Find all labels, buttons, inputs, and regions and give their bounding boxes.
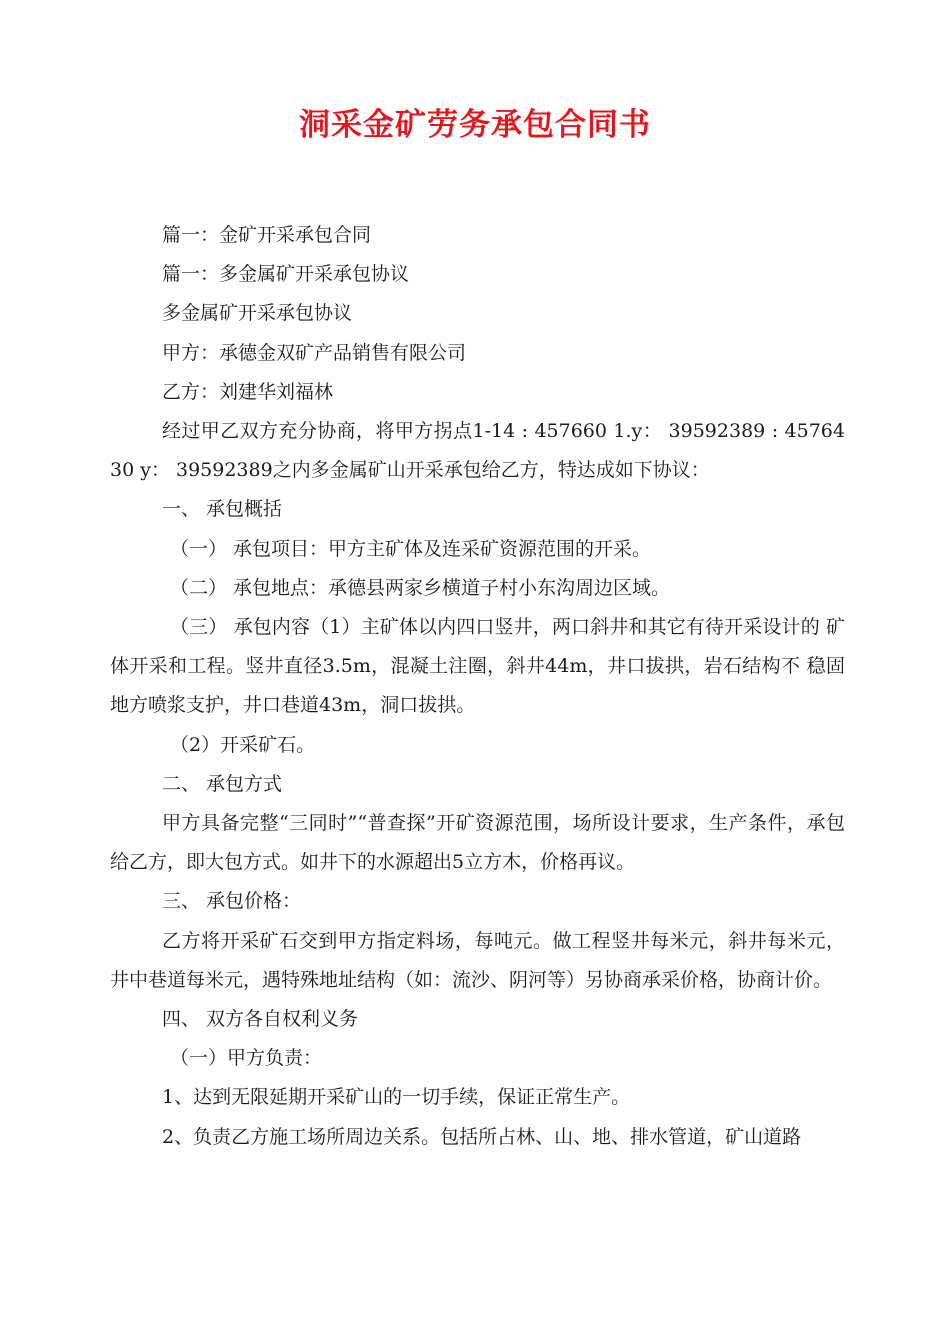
paragraph: （一） 承包项目：甲方主矿体及连采矿资源范围的开采。: [170, 537, 652, 560]
paragraph: 1、达到无限延期开采矿山的一切手续，保证正常生产。: [162, 1086, 631, 1109]
document-title: 洞采金矿劳务承包合同书: [299, 107, 651, 143]
paragraph: 经过甲乙双方充分协商，将甲方拐点1-14 : 457660 1.y： 39592389 : 4576430 y： 39592389之内多金属矿山开采承包给乙方，特达成如下协议：: [110, 420, 845, 482]
paragraph: （三） 承包内容（1）主矿体以内四口竖井，两口斜井和其它有待开采设计的 矿体开采和工程。竖井直径3.5m，混凝土注圈，斜井44m，井口拔拱，岩石结构不 稳固地方喷浆支护，井口巷道43m，洞口拔拱。: [110, 616, 845, 717]
section-heading: 三、 承包价格：: [162, 890, 302, 913]
paragraph: 乙方将开采矿石交到甲方指定料场，每吨元。做工程竖井每米元，斜井每米元，井中巷道每米元，遇特殊地址结构（如：流沙、阴河等）另协商承采价格，协商计价。: [110, 929, 845, 991]
section-heading: 四、 双方各自权利义务: [162, 1008, 359, 1031]
paragraph: （2）开采矿石。: [170, 733, 316, 756]
paragraph: 甲方具备完整“三同时”“普查探”开矿资源范围，场所设计要求，生产条件，承包给乙方，即大包方式。如井下的水源超出5立方木，价格再议。: [110, 812, 845, 874]
paragraph: 乙方：刘建华刘福林: [162, 380, 334, 403]
paragraph: 篇一：金矿开采承包合同: [162, 224, 372, 246]
document-body: [110, 216, 845, 1157]
section-heading: 二、 承包方式: [162, 772, 283, 795]
paragraph: （一）甲方负责：: [170, 1047, 323, 1070]
paragraph: 甲方：承德金双矿产品销售有限公司: [162, 341, 467, 364]
paragraph: （二） 承包地点：承德县两家乡横道子村小东沟周边区域。: [170, 576, 671, 599]
paragraph: 篇一：多金属矿开采承包协议: [162, 263, 410, 286]
paragraph: 2、负责乙方施工场所周边关系。包括所占林、山、地、排水管道，矿山道路: [162, 1125, 802, 1148]
section-heading: 一、 承包概括: [162, 498, 283, 521]
paragraph: 多金属矿开采承包协议: [162, 302, 353, 325]
